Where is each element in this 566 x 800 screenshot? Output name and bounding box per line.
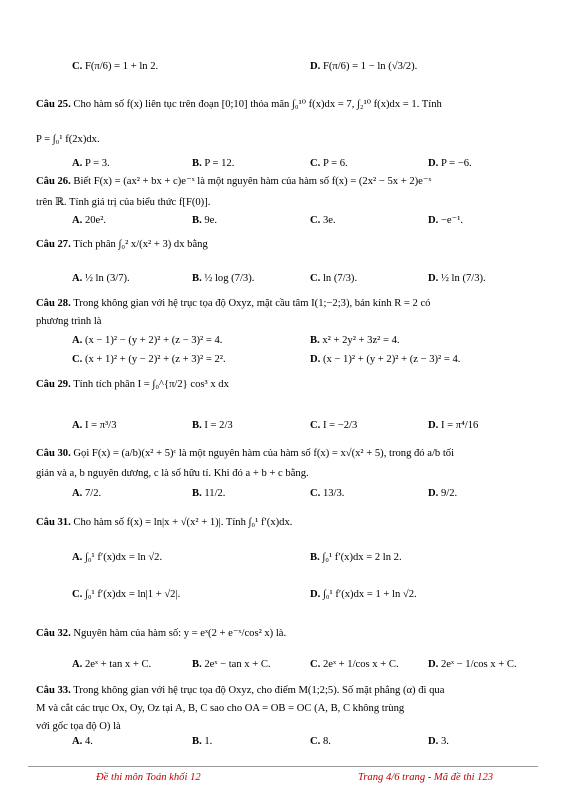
option-letter: B.	[192, 659, 202, 670]
option-text: ½ log (7/3).	[201, 273, 255, 284]
answer-option	[310, 658, 399, 671]
question-number: Câu 32.	[36, 628, 71, 639]
option-text: I = 2/3	[201, 420, 233, 431]
option-text: ∫₀¹ f′(x)dx = 1 + ln √2.	[320, 589, 417, 600]
option-letter: B.	[192, 215, 202, 226]
question-text: Tích phân ∫₀² x/(x² + 3) dx bằng	[73, 239, 208, 250]
answer-option	[428, 658, 517, 671]
option-text: 2eˣ + 1/cos x + C.	[320, 659, 399, 670]
option-letter: A.	[72, 659, 83, 670]
option-text: ∫₀¹ f′(x)dx = 2 ln 2.	[319, 552, 402, 563]
option-letter: D.	[428, 736, 439, 747]
option-text: 4.	[82, 736, 93, 747]
option-letter: C.	[310, 488, 321, 499]
answer-option	[310, 353, 460, 366]
question-stem	[36, 98, 442, 111]
answer-option	[72, 588, 180, 601]
option-text: (x − 1)² + (y + 2)² + (z − 3)² = 4.	[320, 354, 461, 365]
option-letter: B.	[310, 552, 320, 563]
answer-option	[428, 214, 463, 227]
answer-option	[310, 419, 357, 432]
answer-option	[72, 214, 106, 227]
option-letter: A.	[72, 552, 83, 563]
option-text: 1.	[201, 736, 213, 747]
footer-divider	[28, 766, 538, 767]
answer-option	[72, 334, 222, 347]
answer-option	[192, 272, 254, 285]
answer-option	[192, 214, 217, 227]
option-text: P = 6.	[320, 158, 348, 169]
answer-option	[310, 334, 400, 347]
question-stem	[36, 684, 444, 697]
answer-option	[72, 353, 226, 366]
question-text-line	[36, 196, 210, 209]
answer-option	[192, 735, 212, 748]
question-stem	[36, 627, 286, 640]
answer-option	[310, 60, 417, 73]
question-stem	[36, 297, 430, 310]
question-text: Biết F(x) = (ax² + bx + c)e⁻ˣ là một nguyên hàm của hàm số f(x) = (2x² − 5x + 2)e⁻ˣ	[73, 176, 432, 187]
option-letter: A.	[72, 273, 83, 284]
option-text: 9e.	[201, 215, 218, 226]
option-letter: C.	[310, 273, 321, 284]
question-text: trên ℝ. Tính giá trị của biểu thức f[F(0)].	[36, 197, 211, 208]
option-letter: D.	[428, 158, 439, 169]
option-text: P = 3.	[82, 158, 110, 169]
answer-option	[72, 157, 110, 170]
question-number: Câu 29.	[36, 379, 71, 390]
option-letter: D.	[310, 354, 321, 365]
option-letter: D.	[310, 61, 321, 72]
answer-option	[72, 272, 130, 285]
option-text: 2eˣ + tan x + C.	[82, 659, 152, 670]
question-stem	[36, 238, 208, 251]
answer-option	[310, 588, 417, 601]
option-letter: D.	[428, 215, 439, 226]
answer-option	[428, 272, 486, 285]
option-text: P = −6.	[438, 158, 472, 169]
option-letter: B.	[310, 335, 320, 346]
option-text: x² + 2y² + 3z² = 4.	[319, 335, 400, 346]
option-letter: C.	[310, 736, 321, 747]
answer-option	[192, 157, 234, 170]
option-text: ½ ln (7/3).	[438, 273, 486, 284]
question-text-line	[36, 133, 100, 146]
option-letter: D.	[310, 589, 321, 600]
question-number: Câu 30.	[36, 448, 71, 459]
question-number: Câu 26.	[36, 176, 71, 187]
answer-option	[310, 272, 357, 285]
question-text: Cho hàm số f(x) = ln|x + √(x² + 1)|. Tính ∫₀¹ f′(x)dx.	[73, 517, 293, 528]
question-text: P = ∫₀¹ f(2x)dx.	[36, 134, 100, 145]
option-text: 13/3.	[320, 488, 345, 499]
option-text: 8.	[320, 736, 331, 747]
option-letter: D.	[428, 488, 439, 499]
option-text: 3.	[438, 736, 449, 747]
option-letter: B.	[192, 736, 202, 747]
question-text: Cho hàm số f(x) liên tục trên đoạn [0;10] thỏa mãn ∫₀¹⁰ f(x)dx = 7, ∫₂¹⁰ f(x)dx = 1. Tính	[73, 99, 442, 110]
question-text: giản và a, b nguyên dương, c là số hữu tỉ. Khi đó a + b + c bằng.	[36, 468, 309, 479]
option-text: ln (7/3).	[320, 273, 358, 284]
answer-option	[428, 419, 478, 432]
answer-option	[72, 735, 93, 748]
option-letter: C.	[310, 420, 321, 431]
option-text: 9/2.	[438, 488, 458, 499]
answer-option	[72, 487, 101, 500]
footer-subject: Đề thi môn Toán khối 12	[96, 772, 201, 783]
option-letter: D.	[428, 420, 439, 431]
answer-option	[310, 487, 344, 500]
question-text: Nguyên hàm của hàm số: y = eˣ(2 + e⁻ˣ/cos² x) là.	[73, 628, 287, 639]
option-letter: C.	[72, 61, 83, 72]
question-text: phương trình là	[36, 316, 102, 327]
answer-option	[72, 419, 117, 432]
option-letter: A.	[72, 420, 83, 431]
option-letter: D.	[428, 659, 439, 670]
question-text: Gọi F(x) = (a/b)(x² + 5)ᶜ là một nguyên hàm của hàm số f(x) = x√(x² + 5), trong đó a/b tối	[73, 448, 455, 459]
question-number: Câu 27.	[36, 239, 71, 250]
option-letter: C.	[310, 215, 321, 226]
question-text-line	[36, 467, 309, 480]
question-text: Trong không gian với hệ trục tọa độ Oxyz, mặt cầu tâm I(1;−2;3), bán kính R = 2 có	[73, 298, 431, 309]
option-text: (x − 1)² − (y + 2)² + (z − 3)² = 4.	[82, 335, 223, 346]
answer-option	[72, 60, 158, 73]
answer-option	[310, 735, 331, 748]
question-text: với gốc tọa độ O) là	[36, 721, 121, 732]
option-text: (x + 1)² + (y − 2)² + (z + 3)² = 2².	[82, 354, 226, 365]
question-text-line	[36, 702, 404, 715]
question-text: Tính tích phân I = ∫₀^{π/2} cos³ x dx	[73, 379, 229, 390]
option-text: −e⁻¹.	[438, 215, 464, 226]
option-letter: B.	[192, 158, 202, 169]
answer-option	[428, 735, 449, 748]
option-letter: A.	[72, 488, 83, 499]
answer-option	[192, 487, 225, 500]
option-letter: B.	[192, 488, 202, 499]
option-letter: B.	[192, 420, 202, 431]
option-text: P = 12.	[201, 158, 235, 169]
option-letter: A.	[72, 215, 83, 226]
question-text-line	[36, 315, 101, 328]
option-text: ½ ln (3/7).	[82, 273, 130, 284]
question-text: Trong không gian với hệ trục tọa độ Oxyz, cho điểm M(1;2;5). Số mặt phẳng (α) đi qua	[73, 685, 445, 696]
option-text: F(π/6) = 1 − ln (√3/2).	[320, 61, 418, 72]
option-letter: C.	[72, 354, 83, 365]
option-text: ∫₀¹ f′(x)dx = ln|1 + √2|.	[82, 589, 181, 600]
option-letter: A.	[72, 736, 83, 747]
answer-option	[192, 658, 271, 671]
question-stem	[36, 447, 454, 460]
option-text: 2eˣ − 1/cos x + C.	[438, 659, 517, 670]
answer-option	[72, 551, 162, 564]
option-letter: A.	[72, 158, 83, 169]
question-number: Câu 28.	[36, 298, 71, 309]
question-stem	[36, 516, 292, 529]
footer-page-info: Trang 4/6 trang - Mã đề thi 123	[358, 772, 494, 783]
option-letter: D.	[428, 273, 439, 284]
question-text: M và cắt các trục Ox, Oy, Oz tại A, B, C sao cho OA = OB = OC (A, B, C không trùng	[36, 703, 405, 714]
option-text: 7/2.	[82, 488, 102, 499]
option-text: 11/2.	[201, 488, 226, 499]
option-text: ∫₀¹ f′(x)dx = ln √2.	[82, 552, 163, 563]
answer-option	[428, 487, 457, 500]
question-number: Câu 25.	[36, 99, 71, 110]
option-letter: C.	[310, 158, 321, 169]
option-text: I = π³/3	[82, 420, 117, 431]
question-stem	[36, 175, 432, 188]
question-number: Câu 31.	[36, 517, 71, 528]
answer-option	[310, 214, 336, 227]
answer-option	[310, 157, 348, 170]
option-text: I = −2/3	[320, 420, 358, 431]
option-letter: C.	[72, 589, 83, 600]
option-text: 3e.	[320, 215, 336, 226]
option-letter: B.	[192, 273, 202, 284]
option-text: 2eˣ − tan x + C.	[201, 659, 271, 670]
question-number: Câu 33.	[36, 685, 71, 696]
option-letter: A.	[72, 335, 83, 346]
answer-option	[428, 157, 472, 170]
question-text-line	[36, 720, 121, 733]
answer-option	[310, 551, 402, 564]
answer-option	[192, 419, 233, 432]
answer-option	[72, 658, 151, 671]
option-text: 20e².	[82, 215, 107, 226]
question-stem	[36, 378, 229, 391]
option-text: I = π⁴/16	[438, 420, 479, 431]
option-letter: C.	[310, 659, 321, 670]
option-text: F(π/6) = 1 + ln 2.	[82, 61, 159, 72]
